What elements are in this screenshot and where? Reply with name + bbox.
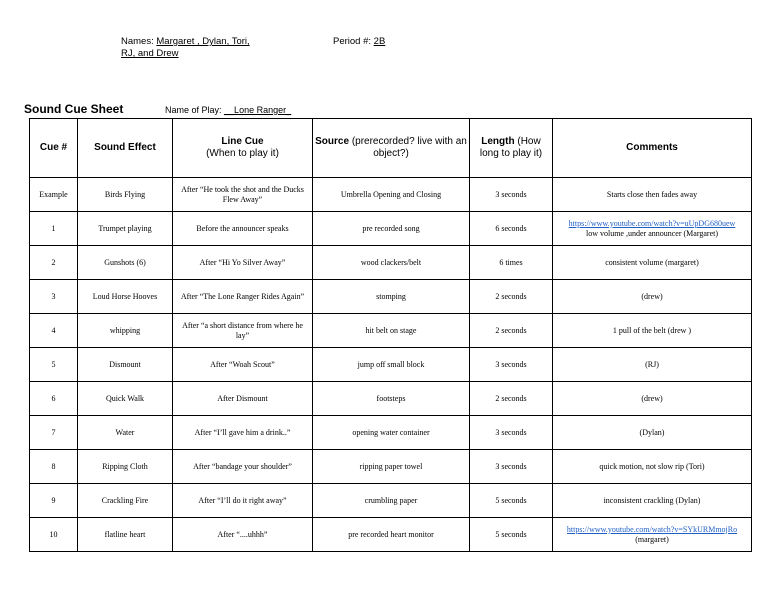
- comments-cell: [553, 450, 752, 484]
- line-cue-cell: After “Woah Scout”: [173, 348, 313, 382]
- comment-text: consistent volume (margaret): [605, 257, 699, 267]
- line-cue-cell: After “He took the shot and the Ducks Flew Away”: [173, 178, 313, 212]
- comments-cell: [553, 416, 752, 450]
- youtube-link[interactable]: https://www.youtube.com/watch?v=SYkURMmojRo: [566, 524, 738, 534]
- cue-number-cell: 9: [30, 484, 78, 518]
- sound-effect-cell: Water: [78, 416, 173, 450]
- table-row: [30, 348, 752, 382]
- table-row: [30, 416, 752, 450]
- cue-number-cell: 7: [30, 416, 78, 450]
- cue-number-cell: 1: [30, 212, 78, 246]
- sound-effect-cell: Dismount: [78, 348, 173, 382]
- length-cell: 2 seconds: [470, 314, 553, 348]
- comment-text: (drew): [641, 291, 663, 301]
- comments-cell: [553, 280, 752, 314]
- sound-effect-cell: whipping: [78, 314, 173, 348]
- sound-cue-table: [29, 118, 752, 552]
- source-cell: footsteps: [313, 382, 470, 416]
- length-cell: 2 seconds: [470, 280, 553, 314]
- table-row: [30, 212, 752, 246]
- cue-number-cell: 3: [30, 280, 78, 314]
- comments-cell: [553, 212, 752, 246]
- length-cell: 3 seconds: [470, 416, 553, 450]
- source-cell: wood clackers/belt: [313, 246, 470, 280]
- source-cell: ripping paper towel: [313, 450, 470, 484]
- comments-cell: [553, 314, 752, 348]
- col-header-effect: Sound Effect: [78, 119, 173, 178]
- comments-cell: [553, 382, 752, 416]
- comment-text: (Dylan): [639, 427, 665, 437]
- period-value: 2B: [373, 36, 386, 47]
- source-cell: opening water container: [313, 416, 470, 450]
- line-cue-cell: After “bandage your shoulder”: [173, 450, 313, 484]
- period-block: [333, 36, 385, 47]
- line-cue-cell: Before the announcer speaks: [173, 212, 313, 246]
- length-cell: 3 seconds: [470, 450, 553, 484]
- table-row: [30, 382, 752, 416]
- sound-effect-cell: Gunshots (6): [78, 246, 173, 280]
- table-row: [30, 518, 752, 552]
- cue-number-cell: 6: [30, 382, 78, 416]
- table-row: [30, 246, 752, 280]
- cue-number-cell: 5: [30, 348, 78, 382]
- comment-text: (RJ): [645, 359, 659, 369]
- youtube-link[interactable]: https://www.youtube.com/watch?v=uUpDG680uew: [568, 218, 736, 228]
- table-row: [30, 314, 752, 348]
- source-cell: crumbling paper: [313, 484, 470, 518]
- sound-effect-cell: Quick Walk: [78, 382, 173, 416]
- table-row: [30, 178, 752, 212]
- comments-cell: [553, 246, 752, 280]
- table-row: [30, 280, 752, 314]
- line-cue-cell: After Dismount: [173, 382, 313, 416]
- comment-text: (margaret): [635, 534, 669, 544]
- table-body: [30, 178, 752, 552]
- col-header-line-cue: Line Cue (When to play it): [173, 119, 313, 178]
- line-cue-cell: After “I’ll gave him a drink..”: [173, 416, 313, 450]
- line-cue-cell: After “I’ll do it right away”: [173, 484, 313, 518]
- table-row: [30, 484, 752, 518]
- sound-effect-cell: Trumpet playing: [78, 212, 173, 246]
- source-cell: Umbrella Opening and Closing: [313, 178, 470, 212]
- comments-cell: [553, 484, 752, 518]
- sound-effect-cell: Ripping Cloth: [78, 450, 173, 484]
- length-cell: 6 times: [470, 246, 553, 280]
- comments-cell: [553, 178, 752, 212]
- comment-text: inconsistent crackling (Dylan): [603, 495, 701, 505]
- line-cue-cell: After “The Lone Ranger Rides Again”: [173, 280, 313, 314]
- source-cell: hit belt on stage: [313, 314, 470, 348]
- table-row: [30, 450, 752, 484]
- names-block: [121, 36, 250, 60]
- source-cell: pre recorded heart monitor: [313, 518, 470, 552]
- comment-text: (drew): [641, 393, 663, 403]
- cue-number-cell: 4: [30, 314, 78, 348]
- sheet-title: Sound Cue Sheet: [24, 102, 124, 116]
- comment-text: quick motion, not slow rip (Tori): [599, 461, 705, 471]
- length-cell: 3 seconds: [470, 348, 553, 382]
- length-cell: 5 seconds: [470, 518, 553, 552]
- names-value-line1: Margaret , Dylan, Tori,: [156, 36, 250, 47]
- sound-effect-cell: Birds Flying: [78, 178, 173, 212]
- names-label: Names:: [121, 36, 154, 47]
- names-value-line2: RJ, and Drew: [121, 48, 179, 59]
- source-cell: pre recorded song: [313, 212, 470, 246]
- col-header-cue: Cue #: [30, 119, 78, 178]
- sound-effect-cell: flatline heart: [78, 518, 173, 552]
- length-cell: 6 seconds: [470, 212, 553, 246]
- source-cell: stomping: [313, 280, 470, 314]
- col-header-length: Length (How long to play it): [470, 119, 553, 178]
- col-header-comments: Comments: [553, 119, 752, 178]
- play-name-label: Name of Play:: [165, 105, 222, 115]
- line-cue-cell: After “Hi Yo Silver Away”: [173, 246, 313, 280]
- cue-number-cell: 10: [30, 518, 78, 552]
- sound-effect-cell: Loud Horse Hooves: [78, 280, 173, 314]
- comments-cell: [553, 518, 752, 552]
- play-name: [165, 105, 291, 115]
- play-name-value: __Lone Ranger_: [224, 105, 292, 115]
- length-cell: 3 seconds: [470, 178, 553, 212]
- col-header-source: Source (prerecorded? live with an object?): [313, 119, 470, 178]
- cue-number-cell: 8: [30, 450, 78, 484]
- length-cell: 2 seconds: [470, 382, 553, 416]
- period-label: Period #:: [333, 36, 372, 47]
- line-cue-cell: After “....uhhh”: [173, 518, 313, 552]
- source-cell: jump off small block: [313, 348, 470, 382]
- comment-text: 1 pull of the belt (drew ): [612, 325, 692, 335]
- cue-number-cell: Example: [30, 178, 78, 212]
- line-cue-cell: After “a short distance from where he lay”: [173, 314, 313, 348]
- length-cell: 5 seconds: [470, 484, 553, 518]
- comment-text: low volume ,under announcer (Margaret): [585, 228, 719, 238]
- comments-cell: [553, 348, 752, 382]
- sound-effect-cell: Crackling Fire: [78, 484, 173, 518]
- table-header-row: [30, 119, 752, 178]
- cue-number-cell: 2: [30, 246, 78, 280]
- comment-text: Starts close then fades away: [606, 189, 698, 199]
